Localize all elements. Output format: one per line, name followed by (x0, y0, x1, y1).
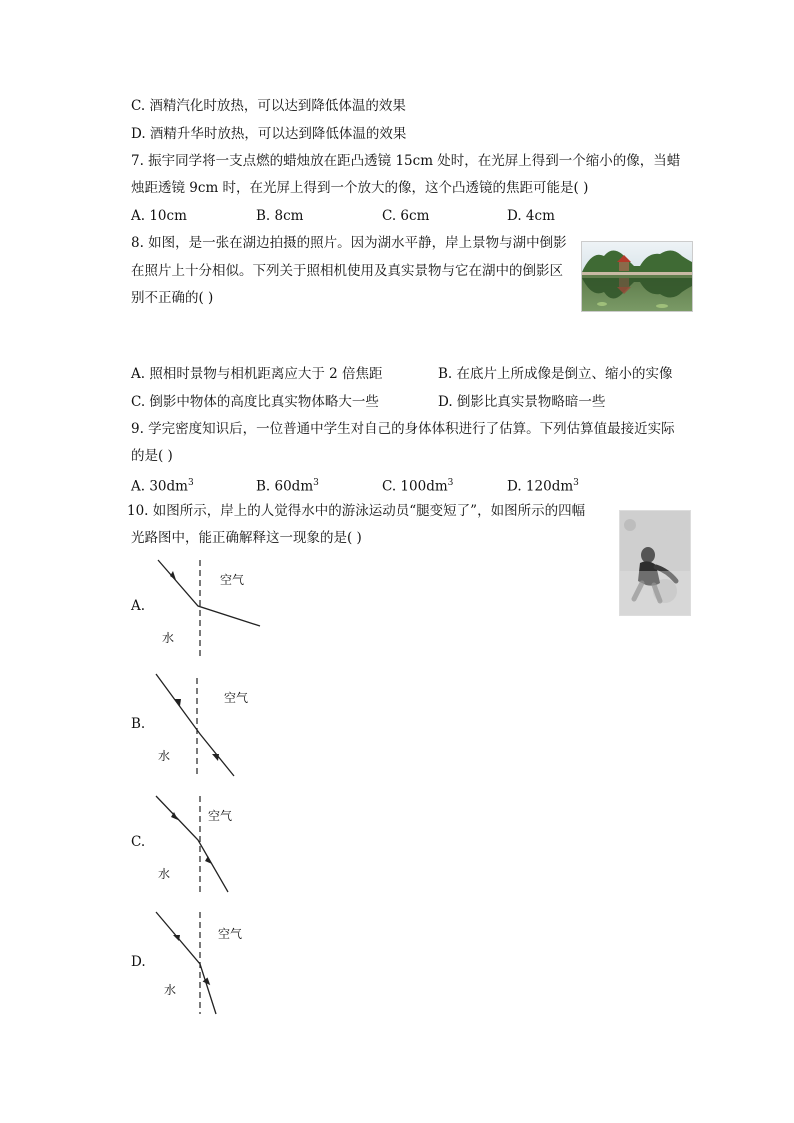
q9-stem-line2: 的是( ) (131, 448, 173, 464)
q7-stem-line1: 7. 振宇同学将一支点燃的蜡烛放在距凸透镜 15cm 处时，在光屏上得到一个缩小的像，当蜡 (131, 153, 681, 169)
water-label: 水 (158, 867, 171, 881)
water-label: 水 (162, 631, 175, 645)
q7-stem-line2: 烛距透镜 9cm 时，在光屏上得到一个放大的像，这个凸透镜的焦距可能是( ) (131, 180, 589, 196)
q7-option-b: B. 8cm (256, 208, 304, 224)
lake-pavilion-photo (581, 241, 693, 312)
q10-stem-line2: 光路图中，能正确解释这一现象的是( ) (131, 530, 362, 546)
arrow-icon (205, 856, 212, 864)
q7-option-d: D. 4cm (507, 208, 555, 224)
q8-option-c: C. 倒影中物体的高度比真实物体略大一些 (131, 394, 379, 410)
diagram-b-letter: B. (131, 716, 146, 732)
swimmer-image (620, 511, 690, 615)
q9-stem-line1: 9. 学完密度知识后，一位普通中学生对自己的身体体积进行了估算。下列估算值最接近实际 (131, 421, 675, 437)
light-ray (158, 560, 260, 626)
diagram-b (150, 670, 270, 780)
air-label: 空气 (218, 927, 243, 941)
diagram-c-svg (150, 792, 270, 896)
diagram-c (150, 792, 270, 896)
diagram-d-letter: D. (131, 954, 146, 970)
q8-stem-line3: 别不正确的( ) (131, 290, 214, 306)
q9-option-d: D. $120dm^3$ (507, 478, 579, 495)
air-label: 空气 (208, 809, 233, 823)
arrow-icon (173, 935, 180, 941)
air-label: 空气 (224, 691, 249, 705)
q9-option-a: A. $30dm^3$ (131, 478, 194, 495)
diagram-a (150, 556, 270, 662)
q8-stem-line2: 在照片上十分相似。下列关于照相机使用及真实景物与它在湖中的倒影区 (131, 263, 563, 279)
arrow-icon (170, 571, 176, 580)
q8-option-a: A. 照相时景物与相机距离应大于 2 倍焦距 (131, 366, 383, 382)
q9-option-c: C. $100dm^3$ (382, 478, 454, 495)
air-label: 空气 (220, 573, 245, 587)
q6-option-d: D. 酒精升华时放热，可以达到降低体温的效果 (131, 126, 407, 142)
arrow-icon (174, 699, 181, 706)
q7-option-c: C. 6cm (382, 208, 430, 224)
water-label: 水 (158, 749, 171, 763)
diagram-a-letter: A. (131, 598, 146, 614)
q8-option-b: B. 在底片上所成像是倒立、缩小的实像 (438, 366, 673, 382)
diagram-a-svg (150, 556, 270, 662)
arrow-icon (212, 754, 219, 761)
water-label: 水 (164, 983, 177, 997)
q6-option-c: C. 酒精汽化时放热，可以达到降低体温的效果 (131, 98, 406, 114)
lake-pavilion-image (582, 242, 692, 311)
q10-stem-line1: 10. 如图所示，岸上的人觉得水中的游泳运动员“腿变短了”，如图所示的四幅 (127, 503, 586, 519)
q7-option-a: A. 10cm (131, 208, 187, 224)
diagram-d-svg (150, 908, 270, 1018)
q8-option-d: D. 倒影比真实景物略暗一些 (438, 394, 606, 410)
arrow-icon (202, 978, 210, 988)
diagram-b-svg (150, 670, 270, 780)
diagram-d (150, 908, 270, 1018)
swimmer-photo (619, 510, 691, 616)
diagram-c-letter: C. (131, 834, 146, 850)
q9-option-b: B. $60dm^3$ (256, 478, 319, 495)
q8-stem-line1: 8. 如图，是一张在湖边拍摄的照片。因为湖水平静，岸上景物与湖中倒影 (131, 235, 567, 251)
light-ray (156, 912, 216, 1014)
